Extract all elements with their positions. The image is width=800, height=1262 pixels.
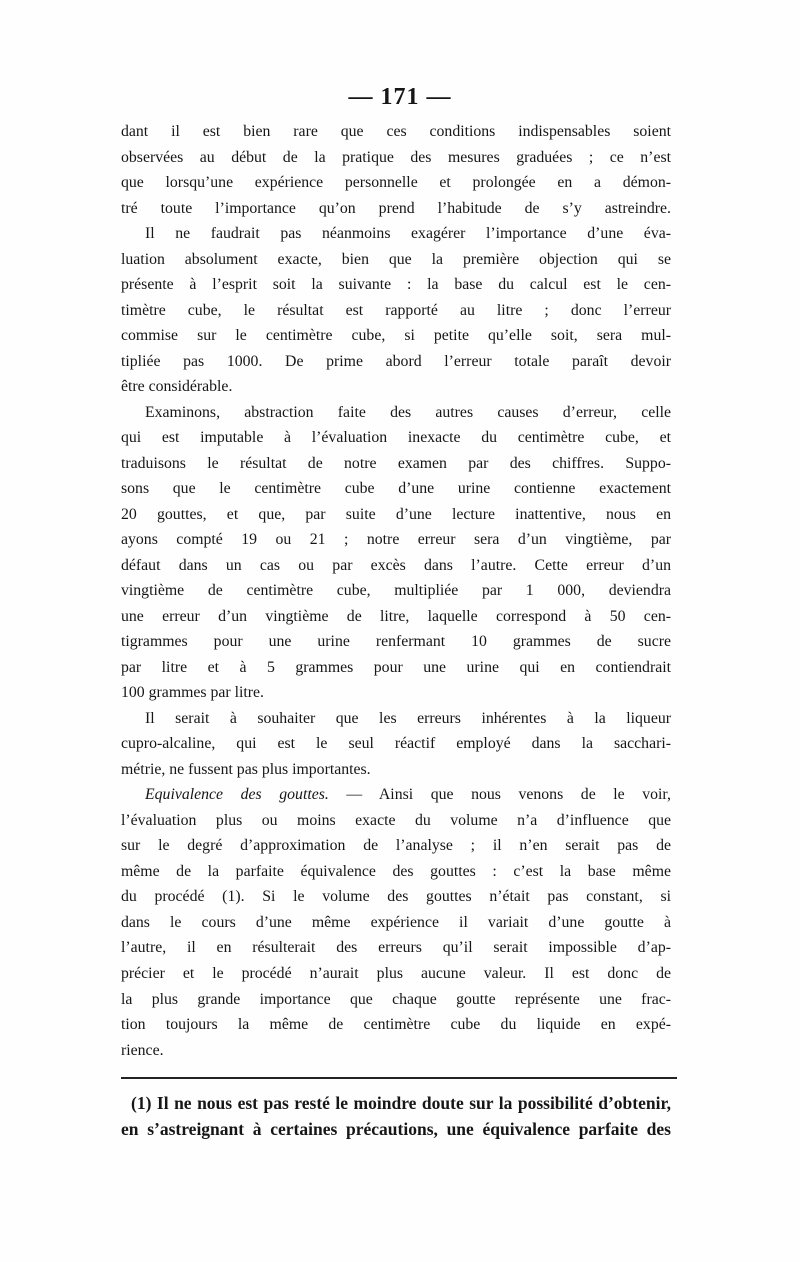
section-heading-line — [145, 782, 671, 808]
footnote-line: en s’astreignant à certaines précautions, une équivalence parfaite des — [121, 1119, 671, 1139]
section-lead: — Ainsi que nous venons de le voir, — [328, 786, 671, 804]
text-line: sons que le centimètre cube d’une urine contienne exactement — [121, 480, 671, 498]
text-line: que lorsqu’une expérience personnelle et prolongée en a démon- — [121, 174, 671, 191]
text-line: cupro-alcaline, qui est le seul réactif employé dans la sacchari- — [121, 735, 671, 753]
footnote-rule — [121, 1077, 677, 1079]
text-line: même de la parfaite équivalence des gouttes : c’est la base même — [121, 862, 671, 880]
text-line: tigrammes pour une urine renfermant 10 grammes de sucre — [121, 633, 671, 651]
text-line: dans le cours d’une même expérience il variait d’une goutte à — [121, 913, 671, 931]
text-line: vingtième de centimètre cube, multipliée par 1 000, deviendra — [121, 582, 671, 600]
text-line: rience. — [121, 1041, 164, 1059]
text-line: du procédé (1). Si le volume des gouttes n’était pas constant, si — [121, 888, 671, 906]
text-line: Examinons, abstraction faite des autres causes d’erreur, celle — [145, 403, 671, 421]
text-line: commise sur le centimètre cube, si petite qu’elle soit, sera mul- — [121, 327, 671, 345]
text-line: tion toujours la même de centimètre cube du liquide en expé- — [121, 1016, 671, 1033]
text-line: la plus grande importance que chaque goutte représente une frac- — [121, 990, 671, 1008]
text-line: ayons compté 19 ou 21 ; notre erreur sera d’un vingtième, par — [121, 531, 671, 549]
text-line: l’évaluation plus ou moins exacte du volume n’a d’influence que — [121, 811, 671, 829]
text-line: métrie, ne fussent pas plus importantes. — [121, 760, 371, 778]
text-line: l’autre, il en résulterait des erreurs qu’il serait impossible d’ap- — [121, 939, 671, 957]
text-line: précier et le procédé n’aurait plus aucune valeur. Il est donc de — [121, 964, 671, 982]
text-line: être considérable. — [121, 378, 233, 396]
footnote-line: (1) Il ne nous est pas resté le moindre doute sur la possibilité d’obtenir, — [131, 1093, 671, 1113]
text-line: 20 gouttes, et que, par suite d’une lecture inattentive, nous en — [121, 505, 671, 523]
text-line: timètre cube, le résultat est rapporté au litre ; donc l’erreur — [121, 301, 671, 319]
text-line: défaut dans un cas ou par excès dans l’autre. Cette erreur d’un — [121, 556, 671, 574]
page-number: — 171 — — [348, 84, 452, 110]
text-line: tipliée pas 1000. De prime abord l’erreur totale paraît devoir — [121, 352, 671, 370]
text-line: Il serait à souhaiter que les erreurs inhérentes à la liqueur — [145, 709, 671, 727]
text-line: par litre et à 5 grammes pour une urine qui en contiendrait — [121, 658, 671, 676]
section-title: Equivalence des gouttes. — [145, 786, 329, 804]
text-line: observées au début de la pratique des mesures graduées ; ce n’est — [121, 148, 671, 166]
text-line: Il ne faudrait pas néanmoins exagérer l’importance d’une éva- — [145, 225, 671, 243]
text-line: tré toute l’importance qu’on prend l’habitude de s’y astreindre. — [121, 199, 671, 217]
text-line: 100 grammes par litre. — [121, 684, 265, 702]
text-line: sur le degré d’approximation de l’analyse ; il n’en serait pas de — [121, 837, 671, 855]
text-line: luation absolument exacte, bien que la première objection qui se — [121, 250, 671, 268]
text-line: présente à l’esprit soit la suivante : la base du calcul est le cen- — [121, 276, 671, 294]
text-line: dant il est bien rare que ces conditions indispensables soient — [121, 123, 671, 140]
text-line: traduisons le résultat de notre examen par des chiffres. Suppo- — [121, 454, 671, 472]
text-line: une erreur d’un vingtième de litre, laquelle correspond à 50 cen- — [121, 607, 671, 625]
text-line: qui est imputable à l’évaluation inexacte du centimètre cube, et — [121, 429, 671, 447]
